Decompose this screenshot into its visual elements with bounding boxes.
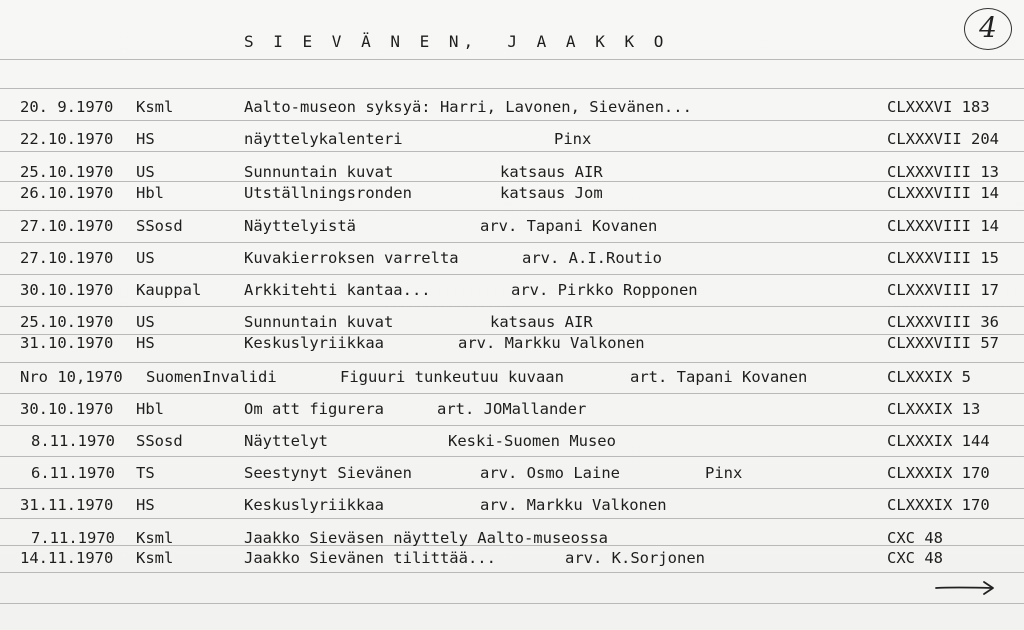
ruled-line: [0, 603, 1024, 604]
entry-date: 25.10.1970: [20, 163, 114, 181]
entry-date: 31.10.1970: [20, 334, 114, 352]
entry-ref: CXC 48: [887, 549, 943, 567]
entry-title: Kuvakierroksen varrelta: [244, 249, 459, 267]
entry-note: art. JOMallander: [437, 400, 587, 418]
card-number-circle: 4: [964, 8, 1012, 50]
entry-source: SSosd: [136, 217, 183, 235]
entry-note: Keski-Suomen Museo: [448, 432, 616, 450]
entry-title: Aalto-museon syksyä: Harri, Lavonen, Sievänen...: [244, 98, 692, 116]
entry-date: 8.11.1970: [31, 432, 115, 450]
entry-ref: CLXXXIX 13: [887, 400, 981, 418]
entry-source: US: [136, 249, 155, 267]
entry-source: US: [136, 163, 155, 181]
entry-date: 20. 9.1970: [20, 98, 114, 116]
entry-note: arv. Pirkko Ropponen: [511, 281, 698, 299]
entry-ref: CLXXXVIII 57: [887, 334, 999, 352]
entry-source: US: [136, 313, 155, 331]
entry-date: 30.10.1970: [20, 400, 114, 418]
entry-date: 14.11.1970: [20, 549, 114, 567]
entry-date: 7.11.1970: [31, 529, 115, 547]
entry-note: Pinx: [554, 130, 592, 148]
entry-title: Jaakko Sievänen tilittää...: [244, 549, 496, 567]
entry-note: katsaus AIR: [490, 313, 593, 331]
entry-source: Ksml: [136, 98, 174, 116]
entry-note: arv. Markku Valkonen: [458, 334, 645, 352]
entry-title: Om att figurera: [244, 400, 384, 418]
ruled-line: [0, 362, 1024, 363]
entry-date: 30.10.1970: [20, 281, 114, 299]
ruled-line: [0, 210, 1024, 211]
entry-date: 26.10.1970: [20, 184, 114, 202]
entry-note: katsaus Jom: [500, 184, 603, 202]
entry-ref: CLXXXVIII 13: [887, 163, 999, 181]
ruled-line: [0, 120, 1024, 121]
entry-title: Arkkitehti kantaa...: [244, 281, 431, 299]
entry-ref: CXC 48: [887, 529, 943, 547]
entry-ref: CLXXXVIII 36: [887, 313, 999, 331]
ruled-line: [0, 242, 1024, 243]
ruled-line: [0, 181, 1024, 182]
ruled-line: [0, 456, 1024, 457]
entry-note: art. Tapani Kovanen: [630, 368, 808, 386]
entry-date: Nro 10,1970: [20, 368, 123, 386]
entry-note: arv. Tapani Kovanen: [480, 217, 658, 235]
entry-title: Figuuri tunkeutuu kuvaan: [340, 368, 564, 386]
entry-title: Seestynyt Sievänen: [244, 464, 412, 482]
entry-source: Ksml: [136, 529, 174, 547]
ruled-line: [0, 518, 1024, 519]
entry-title: näyttelykalenteri: [244, 130, 403, 148]
entry-date: 27.10.1970: [20, 249, 114, 267]
ruled-line: [0, 425, 1024, 426]
entry-ref: CLXXXVIII 15: [887, 249, 999, 267]
ruled-line: [0, 274, 1024, 275]
ruled-line: [0, 59, 1024, 60]
entry-date: 6.11.1970: [31, 464, 115, 482]
entry-title: Jaakko Sieväsen näyttely Aalto-museossa: [244, 529, 608, 547]
entry-title: Keskuslyriikkaa: [244, 496, 384, 514]
entry-source: Ksml: [136, 549, 174, 567]
ruled-line: [0, 488, 1024, 489]
entry-note: arv. A.I.Routio: [522, 249, 662, 267]
entry-ref: CLXXXIX 170: [887, 464, 990, 482]
entry-note: katsaus AIR: [500, 163, 603, 181]
entry-ref: CLXXXIX 170: [887, 496, 990, 514]
card-title: S I E V Ä N E N, J A A K K O: [244, 32, 669, 51]
entry-note: arv. K.Sorjonen: [565, 549, 705, 567]
entry-date: 27.10.1970: [20, 217, 114, 235]
entry-note-2: Pinx: [705, 464, 743, 482]
entry-title: Utställningsronden: [244, 184, 412, 202]
entry-title: Sunnuntain kuvat: [244, 313, 394, 331]
ruled-line: [0, 393, 1024, 394]
entry-title: Sunnuntain kuvat: [244, 163, 394, 181]
entry-source: HS: [136, 334, 155, 352]
entry-source: Hbl: [136, 400, 164, 418]
entry-title: Näyttelyt: [244, 432, 328, 450]
ruled-line: [0, 572, 1024, 573]
entry-source: SSosd: [136, 432, 183, 450]
arrow-right-icon: [934, 578, 996, 598]
ruled-line: [0, 151, 1024, 152]
ruled-line: [0, 88, 1024, 89]
entry-date: 22.10.1970: [20, 130, 114, 148]
entry-date: 31.11.1970: [20, 496, 114, 514]
entry-ref: CLXXXVIII 14: [887, 184, 999, 202]
entry-source: Kauppal: [136, 281, 202, 299]
entry-note: arv. Osmo Laine: [480, 464, 620, 482]
entry-ref: CLXXXVI 183: [887, 98, 990, 116]
entry-source: HS: [136, 496, 155, 514]
entry-note: arv. Markku Valkonen: [480, 496, 667, 514]
entry-ref: CLXXXVIII 14: [887, 217, 999, 235]
entry-ref: CLXXXIX 144: [887, 432, 990, 450]
entry-ref: CLXXXVIII 17: [887, 281, 999, 299]
entry-ref: CLXXXVII 204: [887, 130, 999, 148]
ruled-line: [0, 306, 1024, 307]
entry-date: 25.10.1970: [20, 313, 114, 331]
entry-ref: CLXXXIX 5: [887, 368, 971, 386]
entry-source: TS: [136, 464, 155, 482]
entry-title: Näyttelyistä: [244, 217, 356, 235]
entry-title: Keskuslyriikkaa: [244, 334, 384, 352]
entry-source: Hbl: [136, 184, 164, 202]
entry-source: SuomenInvalidi: [146, 368, 277, 386]
entry-source: HS: [136, 130, 155, 148]
